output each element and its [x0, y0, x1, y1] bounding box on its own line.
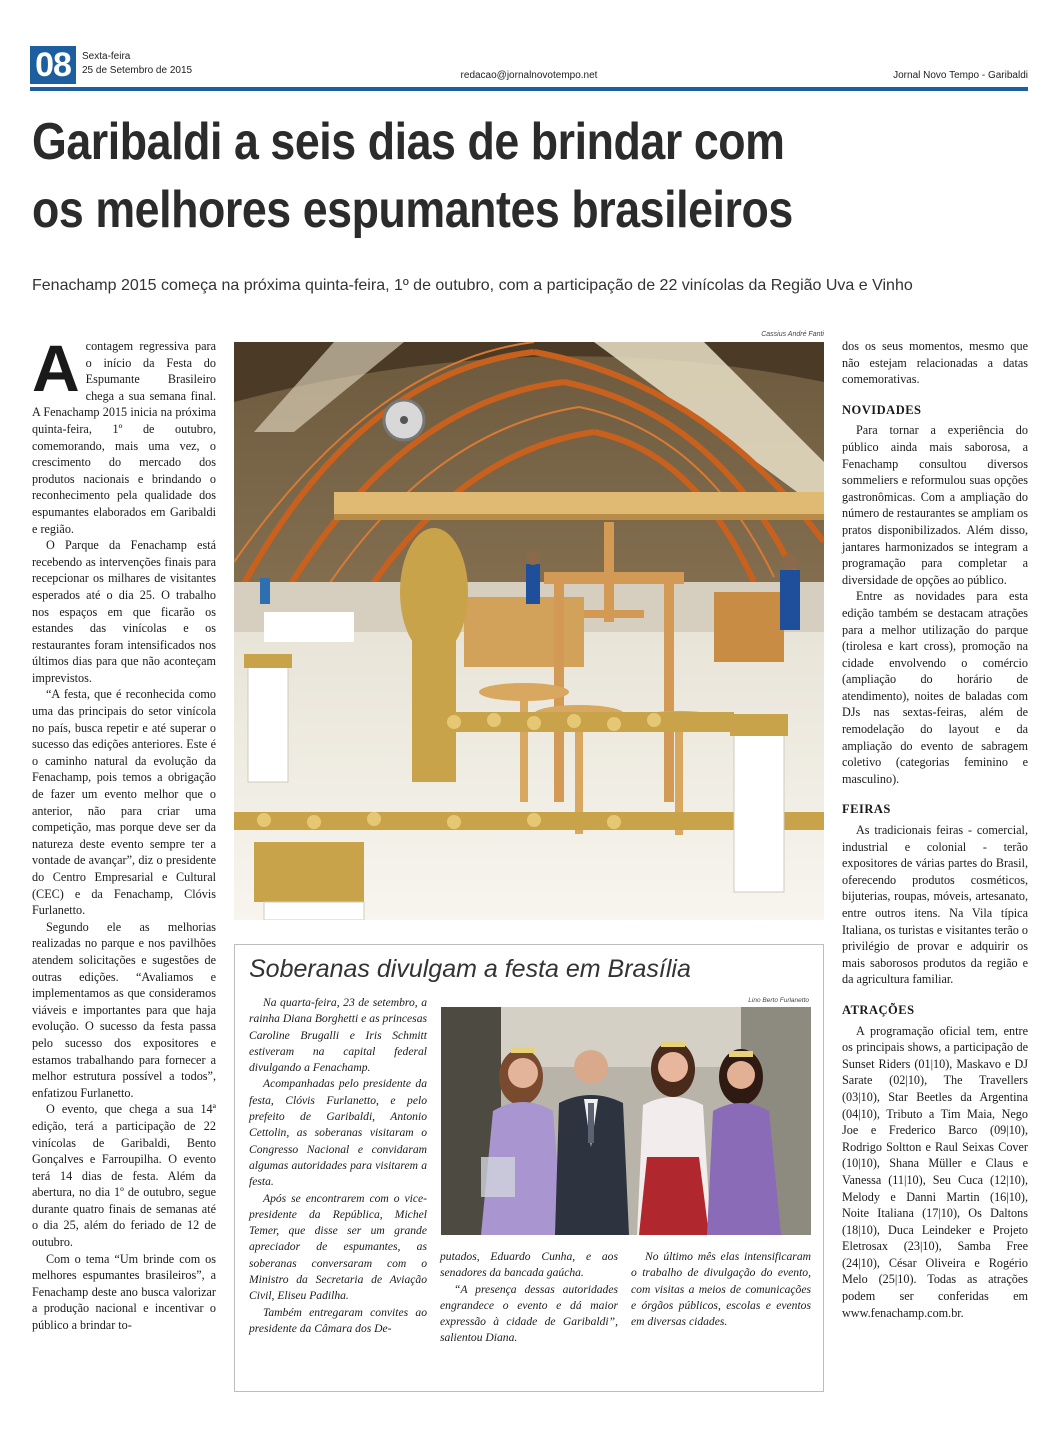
paragraph: O evento, que chega a sua 14ª edição, terá a participação de 22 vinícolas de Garibaldi, Bento Gonçalves e Farroupilha. O evento terá 14 dias de festa. Além da abertura, no dia 1º de outubro, segue durante quatro finais de semanas até o dia 25, além do feriado de 12 de outubro. [32, 1102, 216, 1250]
paragraph: O Parque da Fenachamp está recebendo as intervenções finais para recepcionar os milhares de visitantes esperados até o dia 25. O trabalho nos espaços em que ficarão os estandes das vinícolas e os restaurantes foram intensificados nos últimos dias para que não aconteçam imprevistos. [32, 538, 216, 685]
section-heading-novidades: NOVIDADES [842, 402, 922, 417]
headline-line-2: os melhores espumantes brasileiros [32, 181, 793, 239]
box-title: Soberanas divulgam a festa em Brasília [249, 955, 691, 983]
box-photo-credit: Lino Berto Furlanetto [748, 997, 809, 1004]
headline-line-1: Garibaldi a seis dias de brindar com [32, 113, 785, 171]
page-header [30, 46, 1028, 86]
newspaper-name: Jornal Novo Tempo - Garibaldi [893, 70, 1028, 81]
paragraph: Na quarta-feira, 23 de setembro, a rainha Diana Borghetti e as princesas Caroline Brugalli e Iris Schmitt estiveram na capital federal divulgando a Fenachamp. [249, 996, 427, 1075]
page-number: 08 [30, 46, 76, 84]
paragraph: Após se encontrarem com o vice-presidente da República, Michel Temer, que disse ser um grande apreciador de espumantes, as soberanas conversaram com o Ministro da Secretaria de Aviação Civil, Eliseu Padilha. [249, 1191, 427, 1303]
paragraph: Entre as novidades para esta edição também se destacam atrações para a melhor utilização do parque (tirolesa e kart cross), promoção na cidade envolvendo o comércio (ampliação do horário de atendimento), noites de baladas com DJs nas sextas-feiras, além de remodelação do layout e da ampliação do evento de sabragem coletivo (categorias feminino e masculino). [842, 589, 1028, 786]
paragraph: “A festa, que é reconhecida como uma das principais do setor vinícola no país, busca repetir e até superar o sucesso das edições anteriores. Este é o caminho natural da evolução da Fenachamp, pois temos a obrigação de fazer um evento melhor que o anterior, não para criar uma competição, mas porque deve ser da natureza deste evento sempre ter a vontade de avançar”, diz o presidente do Centro Empresarial e Cultural (CEC) e da Fenachamp, Clóvis Furlanetto. [32, 687, 216, 918]
sidebar-box [234, 944, 824, 1392]
paragraph: A programação oficial tem, entre os principais shows, a participação de Sunset Riders (01|10), Maskavo e DJ Sarate (02|10), The Travellers (03|10), Star Beetles da Argentina (04|10), Tributo a Tim Maia, Nego Joe e Frederico Barco (09|10), Rodrigo Soltton e Raul Seixas Cover (10|10), Shana Müller e Claus e Vanessa (11|10), Seu Cuca (12|10), Melody e Danni Martin (16|10), Noite Italiana (17|10), Os Daltons (18|10), Duca Leindeker e Projeto Eletrosax (23|10), Samba Free (24|10), César Oliveira e Rogério Melo (25|10). Todas as atrações podem ser conferidas em www.fenachamp.com.br. [842, 1023, 1028, 1320]
section-heading-atracoes: ATRAÇÕES [842, 1002, 915, 1017]
box-column-2 [440, 1249, 618, 1347]
subheadline: Fenachamp 2015 começa na próxima quinta-feira, 1º de outubro, com a participação de 22 vinícolas da Região Uva e Vinho [32, 277, 913, 294]
box-column-1 [249, 995, 427, 1337]
weekday: Sexta-feira [82, 51, 131, 62]
photo-credit: Cassius André Fanti [761, 331, 824, 338]
article-column-3 [842, 338, 1028, 1321]
box-column-3 [631, 1249, 811, 1330]
paragraph: Acompanhadas pelo presidente da festa, Clóvis Furlanetto, e pelo prefeito de Garibaldi, Antonio Cettolin, as soberanas visitaram o Congresso Nacional e convidaram algumas autoridades para visitarem a festa. [249, 1077, 427, 1189]
paragraph: Também entregaram convites ao presidente da Câmara dos De- [249, 1305, 427, 1335]
pavilion-photo [234, 342, 824, 920]
paragraph: “A presença dessas autoridades engrandece o evento e dá maior expressão à cidade de Garibaldi”, salientou Diana. [440, 1282, 618, 1345]
drop-cap: A [32, 331, 80, 405]
paragraph: Com o tema “Um brinde com os melhores espumantes brasileiros”, a Fenachamp deste ano busca valorizar a produção nacional e incentivar o público a brindar to- [32, 1251, 216, 1333]
date: 25 de Setembro de 2015 [82, 65, 193, 76]
paragraph: Segundo ele as melhorias realizadas no parque e nos pavilhões atendem solicitações e sugestões de outras edições. “Avaliamos e implementamos as que consideramos viáveis e importantes para que haja evolução. O sucesso da festa passa pelo sucesso dos expositores e estamos trabalhando para fornecer a melhor estrutura possível a todos”, enfatizou Furlanetto. [32, 919, 216, 1100]
paragraph: As tradicionais feiras - comercial, industrial e colonial - terão expositores de várias partes do Brasil, oferecendo produtos cosméticos, bijuterias, roupas, móveis, artesanato, entre outros itens. Na Vila típica Italiana, os turistas e visitantes terão o privilégio de provar e adquirir os mais saborosos produtos da região e da agricultura familiar. [842, 823, 1028, 987]
paragraph: dos os seus momentos, mesmo que não estejam relacionadas a datas comemorativas. [842, 339, 1028, 387]
paragraph: Acontagem regressiva para o início da Festa do Espumante Brasileiro chega a sua semana final. A Fenachamp 2015 inicia na próxima quinta-feira, 1º de outubro, comemorando, mais uma vez, o crescimento do mercado dos produtos nacionais e brindando o reconhecimento pela qualidade dos espumantes elaborados em Garibaldi e região. [32, 331, 216, 536]
article-column-1 [32, 331, 216, 1334]
paragraph: Para tornar a experiência do público ainda mais saborosa, a Fenachamp consultou diversos sommeliers e reformulou suas opções gastronômicas. Com a ampliação do número de restaurantes se ampliam os pratos disponibilizados. Além disso, jantares harmonizados se integram a programação para completar a diversidade de opções ao público. [842, 423, 1028, 587]
paragraph: No último mês elas intensificaram o trabalho de divulgação do evento, com visitas a meios de comunicações e órgãos públicos, escolas e eventos em diversas cidades. [631, 1250, 811, 1329]
paragraph: putados, Eduardo Cunha, e aos senadores da bancada gaúcha. [440, 1250, 618, 1280]
soberanas-photo [441, 1007, 811, 1235]
header-rule [30, 87, 1028, 91]
section-heading-feiras: FEIRAS [842, 802, 891, 817]
headline [32, 108, 1012, 244]
newsroom-email[interactable]: redacao@jornalnovotempo.net [460, 70, 598, 81]
